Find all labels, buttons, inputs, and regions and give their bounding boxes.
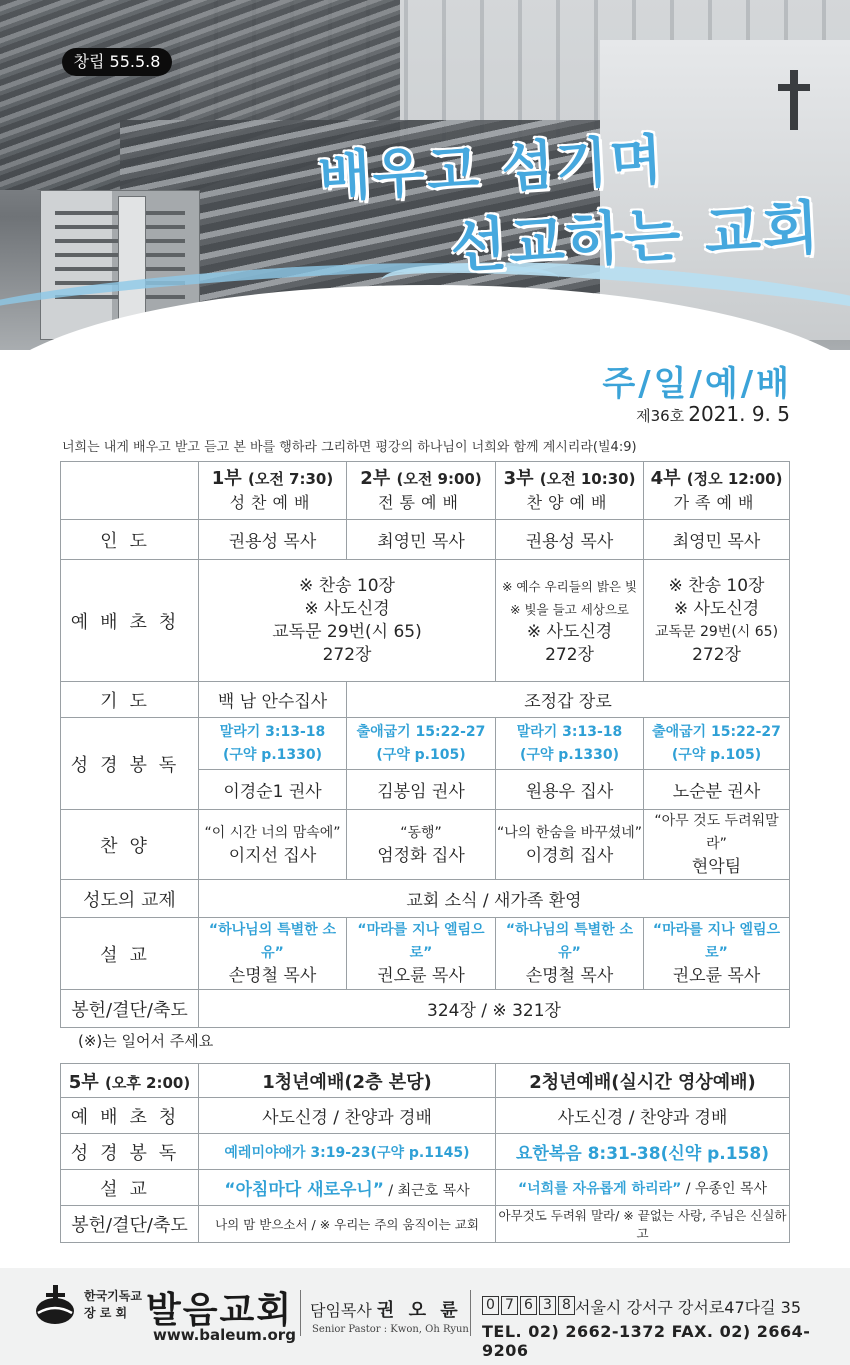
church-name: 발음교회 — [146, 1290, 294, 1331]
table-cell: 사도신경 / 찬양과 경배 — [496, 1098, 790, 1134]
sermon-cell — [644, 918, 790, 990]
reading-page: (구약 p.105) — [376, 746, 466, 763]
table-cell — [199, 560, 496, 682]
reading-reference: 출애굽기 15:22-27 — [356, 723, 486, 740]
table-cell — [644, 560, 790, 682]
row-label-prayer: 기도 — [61, 682, 199, 718]
slogan-line-2: 선교하는 교회 — [448, 193, 823, 281]
service-time: (오후 2:00) — [104, 1073, 191, 1092]
choir-song: “이 시간 너의 맘속에” — [204, 824, 341, 841]
invocation-line: 교독문 29번(시 65) — [654, 623, 779, 640]
cross-icon — [790, 70, 798, 130]
invocation-line: 272장 — [322, 644, 372, 665]
table-cell: 최영민 목사 — [644, 520, 790, 560]
choir-performer: 현악팀 — [691, 857, 742, 877]
reading-passage — [496, 718, 644, 770]
sermon-title: “하나님의 특별한 소유” — [505, 922, 634, 961]
reading-page: (구약 p.105) — [671, 746, 762, 763]
table-cell: 최영민 목사 — [347, 520, 496, 560]
invocation-line: ※ 사도신경 — [526, 621, 613, 642]
table-cell: 권용성 목사 — [496, 520, 644, 560]
choir-performer: 이경희 집사 — [525, 845, 614, 866]
choir-performer: 이지선 집사 — [228, 845, 317, 866]
choir-song: “아무 것도 두려워말라” — [654, 813, 779, 852]
reading-passage — [644, 718, 790, 770]
invocation-line: 272장 — [692, 644, 741, 665]
pastor-english-name: Senior Pastor : Kwon, Oh Ryun — [312, 1324, 469, 1335]
table-cell: 사도신경 / 찬양과 경배 — [199, 1098, 496, 1134]
choir-cell — [496, 810, 644, 880]
row-label-offering: 봉헌/결단/축도 — [61, 990, 199, 1028]
table-header-row — [61, 1064, 790, 1098]
zip-digit: 3 — [539, 1296, 556, 1315]
service-part: 1부 — [211, 468, 242, 489]
issue-number: 제36호 — [636, 407, 685, 425]
worship-order-table — [60, 461, 790, 1028]
pastor-name: 권 오 륜 — [376, 1300, 462, 1321]
table-cell: 324장 / ※ 321장 — [199, 990, 790, 1028]
reading-page: (구약 p.1330) — [222, 746, 323, 763]
sermon-cell — [496, 918, 644, 990]
table-cell: 예레미야애가 3:19-23(구약 p.1145) — [199, 1134, 496, 1170]
invocation-line: ※ 사도신경 — [304, 598, 390, 619]
sermon-title: “마라를 지나 엘림으로” — [357, 922, 485, 961]
table-cell — [496, 1170, 790, 1206]
sermon-cell — [347, 918, 496, 990]
youth-header-col2: 2청년예배(실시간 영상예배) — [496, 1064, 790, 1098]
table-cell: 요한복음 8:31-38(신약 p.158) — [496, 1134, 790, 1170]
table-row — [61, 880, 790, 918]
choir-cell — [644, 810, 790, 880]
sermon-preacher: / 우종인 목사 — [681, 1180, 768, 1197]
row-label-offering: 봉헌/결단/축도 — [61, 1206, 199, 1243]
service-kind: 성찬예배 — [229, 493, 316, 512]
row-label-choir: 찬양 — [61, 810, 199, 880]
zip-digit: 7 — [501, 1296, 518, 1315]
row-label-reading: 성경봉독 — [61, 1134, 199, 1170]
row-label-leader: 인도 — [61, 520, 199, 560]
scripture-verse: 너희는 내게 배우고 받고 듣고 본 바를 행하라 그리하면 평강의 하나님이 너희와 함께 계시리라(빌4:9) — [62, 440, 637, 455]
reading-reference: 출애굽기 15:22-27 — [652, 723, 781, 740]
service-part: 5부 — [68, 1071, 99, 1093]
divider — [300, 1290, 301, 1336]
service-kind: 가족예배 — [673, 493, 760, 512]
service-kind: 찬양예배 — [526, 493, 613, 512]
service-part: 4부 — [650, 468, 681, 489]
youth-header-part — [61, 1064, 199, 1098]
invocation-line: ※ 빛을 들고 세상으로 — [510, 601, 629, 617]
sermon-preacher: 권오륜 목사 — [672, 966, 761, 986]
senior-pastor — [310, 1296, 462, 1322]
denomination-line: 한국기독교 — [84, 1289, 142, 1303]
reading-reference: 말라기 3:13-18 — [219, 723, 326, 740]
table-cell: 교회 소식 / 새가족 환영 — [199, 880, 790, 918]
table-row — [61, 560, 790, 682]
choir-performer: 엄정화 집사 — [377, 845, 465, 866]
service-header — [496, 462, 644, 520]
zip-digit: 8 — [558, 1296, 575, 1315]
table-cell: 권용성 목사 — [199, 520, 347, 560]
row-label-sermon: 설교 — [61, 1170, 199, 1206]
zip-code — [482, 1296, 575, 1315]
row-label-reading: 성경봉독 — [61, 718, 199, 810]
reading-passage — [347, 718, 496, 770]
sermon-preacher: / 최근호 목사 — [383, 1183, 470, 1199]
row-label-fellowship: 성도의 교제 — [61, 880, 199, 918]
choir-cell — [199, 810, 347, 880]
pastor-label: 담임목사 — [310, 1301, 372, 1320]
row-label-invocation: 예배초청 — [61, 1098, 199, 1134]
service-part: 3부 — [503, 468, 534, 489]
reader-cell: 김봉임 권사 — [347, 770, 496, 810]
choir-song: “나의 한숨을 바꾸셨네” — [496, 824, 643, 841]
header-corner — [61, 462, 199, 520]
table-header-row — [61, 462, 790, 520]
reading-reference: 말라기 3:13-18 — [516, 723, 623, 740]
reader-cell: 노순분 권사 — [644, 770, 790, 810]
invocation-line: 272장 — [545, 644, 594, 665]
invocation-line: ※ 사도신경 — [673, 598, 760, 619]
table-row — [61, 1098, 790, 1134]
youth-header-col1: 1청년예배(2층 본당) — [199, 1064, 496, 1098]
table-cell: 아무것도 두려워 말라/ ※ 끝없는 사랑, 주님은 신실하고 — [496, 1206, 790, 1243]
issue-info — [636, 402, 790, 426]
table-row — [61, 1206, 790, 1243]
invocation-line: 교독문 29번(시 65) — [272, 621, 422, 642]
sermon-title: “마라를 지나 엘림으로” — [652, 922, 781, 961]
invocation-line: ※ 예수 우리들의 밝은 빛 — [501, 578, 638, 594]
sermon-title: “너희를 자유롭게 하리라” — [517, 1180, 682, 1197]
phone-fax: TEL. 02) 2662-1372 FAX. 02) 2664-9206 — [482, 1322, 811, 1360]
service-time: (오전 10:30) — [539, 470, 636, 488]
denomination — [84, 1288, 142, 1322]
service-header — [347, 462, 496, 520]
row-label-invocation: 예배초청 — [61, 560, 199, 682]
founded-badge: 창립 55.5.8 — [62, 48, 172, 76]
slogan-line-1: 배우고 섬기며 — [316, 127, 666, 210]
row-label-sermon: 설교 — [61, 918, 199, 990]
sermon-preacher: 손명철 목사 — [228, 966, 317, 986]
sermon-cell — [199, 918, 347, 990]
standing-note: (※)는 일어서 주세요 — [78, 1032, 214, 1050]
sermon-preacher: 손명철 목사 — [525, 966, 614, 986]
reader-cell: 이경순1 권사 — [199, 770, 347, 810]
issue-date: 2021. 9. 5 — [688, 402, 790, 426]
service-title: 주/일/예/배 — [602, 364, 792, 404]
table-cell: 조정갑 장로 — [347, 682, 790, 718]
church-logo-icon — [32, 1283, 78, 1329]
zip-digit: 6 — [520, 1296, 537, 1315]
table-row — [61, 810, 790, 880]
service-time: (오전 7:30) — [247, 470, 334, 488]
table-cell — [199, 1170, 496, 1206]
table-cell — [496, 560, 644, 682]
invocation-line: ※ 찬송 10장 — [668, 575, 765, 596]
divider — [470, 1290, 471, 1336]
reading-page: (구약 p.1330) — [519, 746, 620, 763]
reader-cell: 원용우 집사 — [496, 770, 644, 810]
table-row — [61, 918, 790, 990]
denomination-line: 장 로 회 — [84, 1306, 128, 1320]
service-header — [199, 462, 347, 520]
service-kind: 전통예배 — [378, 493, 464, 512]
sermon-title: “아침마다 새로우니” — [224, 1180, 384, 1200]
service-part: 2부 — [360, 468, 391, 489]
table-row — [61, 990, 790, 1028]
youth-worship-table — [60, 1063, 790, 1243]
service-time: (정오 12:00) — [686, 470, 783, 488]
table-row — [61, 520, 790, 560]
table-row — [61, 682, 790, 718]
table-cell: 백 남 안수집사 — [199, 682, 347, 718]
sermon-preacher: 권오륜 목사 — [377, 966, 465, 986]
table-row — [61, 718, 790, 770]
choir-song: “동행” — [400, 824, 442, 841]
table-cell: 나의 맘 받으소서 / ※ 우리는 주의 움직이는 교회 — [199, 1206, 496, 1243]
table-row — [61, 1170, 790, 1206]
zip-digit: 0 — [482, 1296, 499, 1315]
address: 서울시 강서구 강서로47다길 35 — [575, 1298, 801, 1317]
reading-passage — [199, 718, 347, 770]
table-row — [61, 1134, 790, 1170]
service-time: (오전 9:00) — [396, 470, 482, 488]
service-header — [644, 462, 790, 520]
choir-cell — [347, 810, 496, 880]
website-link[interactable]: www.baleum.org — [153, 1326, 296, 1344]
sermon-title: “하나님의 특별한 소유” — [208, 922, 337, 961]
invocation-line: ※ 찬송 10장 — [299, 575, 395, 596]
